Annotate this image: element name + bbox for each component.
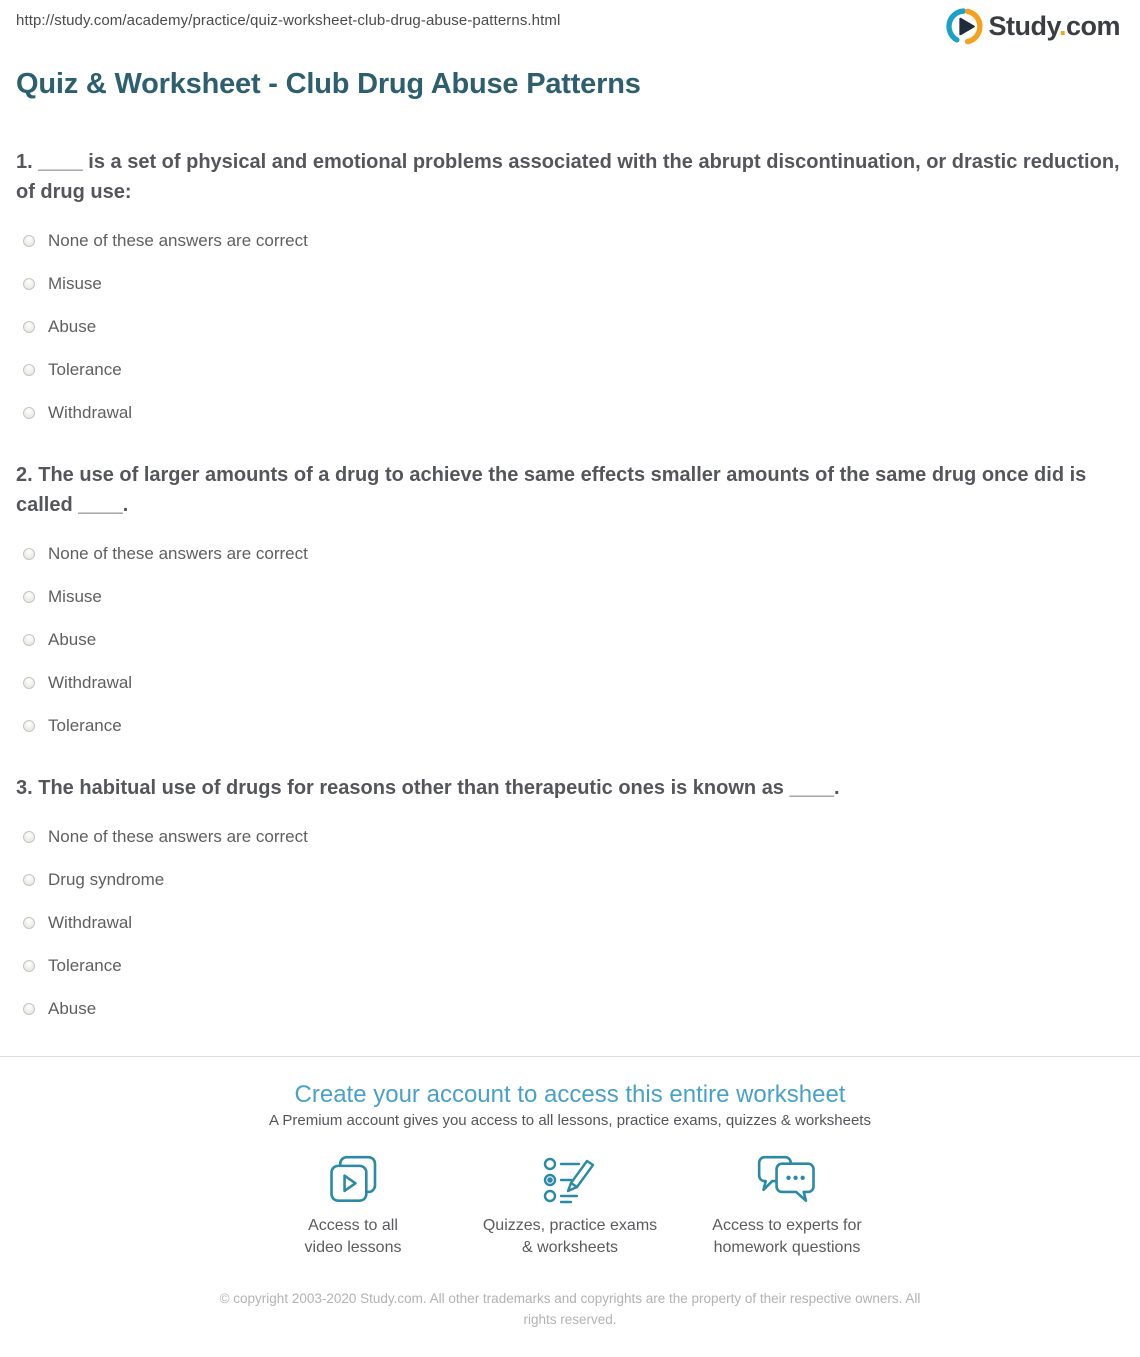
option-label: Withdrawal — [48, 402, 133, 422]
answer-option[interactable] — [16, 987, 1124, 1030]
answer-option[interactable] — [16, 815, 1124, 858]
page-url: http://study.com/academy/practice/quiz-worksheet-club-drug-abuse-patterns.html — [16, 12, 561, 29]
radio-button[interactable] — [23, 591, 35, 603]
answer-option[interactable] — [16, 858, 1124, 901]
question-3-options — [16, 815, 1124, 1030]
option-label: Withdrawal — [48, 912, 133, 932]
question-2-options — [16, 532, 1124, 747]
benefits-row — [0, 1155, 1140, 1260]
create-account-link[interactable]: Create your account to access this entire worksheet — [294, 1081, 846, 1108]
option-label: Abuse — [48, 316, 97, 336]
option-label: None of these answers are correct — [48, 230, 308, 250]
page-title: Quiz & Worksheet - Club Drug Abuse Patterns — [16, 68, 641, 100]
answer-option[interactable] — [16, 262, 1124, 305]
question-2 — [16, 460, 1124, 747]
answer-option[interactable] — [16, 532, 1124, 575]
option-label: Misuse — [48, 586, 102, 606]
radio-button[interactable] — [23, 364, 35, 376]
option-label: None of these answers are correct — [48, 543, 308, 563]
benefit-video-lessons — [245, 1155, 462, 1260]
question-1-text: 1. ____ is a set of physical and emotional problems associated with the abrupt discontinuation, or drastic reduction, of drug use: — [16, 151, 1120, 203]
video-lessons-icon — [325, 1155, 382, 1205]
radio-button[interactable] — [23, 407, 35, 419]
option-label: Tolerance — [48, 955, 122, 975]
studycom-logo[interactable] — [946, 8, 1120, 45]
option-label: Drug syndrome — [48, 869, 165, 889]
benefit-label: Quizzes, practice exams & worksheets — [482, 1217, 658, 1257]
answer-option[interactable] — [16, 704, 1124, 747]
cta-section — [0, 1057, 1140, 1260]
answer-option[interactable] — [16, 305, 1124, 348]
question-3-text: 3. The habitual use of drugs for reasons other than therapeutic ones is known as ____. — [16, 777, 840, 799]
radio-button[interactable] — [23, 548, 35, 560]
quizzes-worksheets-icon — [542, 1155, 598, 1205]
benefit-homework-experts — [679, 1155, 896, 1260]
option-label: Withdrawal — [48, 672, 133, 692]
answer-option[interactable] — [16, 901, 1124, 944]
answer-option[interactable] — [16, 348, 1124, 391]
page-footer — [205, 1288, 935, 1331]
radio-button[interactable] — [23, 874, 35, 886]
answer-option[interactable] — [16, 661, 1124, 704]
radio-button[interactable] — [23, 321, 35, 333]
radio-button[interactable] — [23, 831, 35, 843]
option-label: Misuse — [48, 273, 102, 293]
option-label: Tolerance — [48, 715, 122, 735]
studycom-logo-text: Study.com — [988, 11, 1120, 41]
radio-button[interactable] — [23, 720, 35, 732]
answer-option[interactable] — [16, 618, 1124, 661]
radio-button[interactable] — [23, 917, 35, 929]
benefit-quizzes-worksheets — [462, 1155, 679, 1260]
option-label: Abuse — [48, 629, 97, 649]
quiz-section — [16, 147, 1124, 1030]
benefit-label: Access to all video lessons — [304, 1217, 402, 1257]
answer-option[interactable] — [16, 219, 1124, 262]
radio-button[interactable] — [23, 677, 35, 689]
radio-button[interactable] — [23, 235, 35, 247]
radio-button[interactable] — [23, 1003, 35, 1015]
benefit-label: Access to experts for homework questions — [712, 1217, 862, 1257]
option-label: Tolerance — [48, 359, 122, 379]
answer-option[interactable] — [16, 391, 1124, 434]
radio-button[interactable] — [23, 278, 35, 290]
question-1 — [16, 147, 1124, 434]
homework-experts-icon — [757, 1155, 818, 1205]
question-2-text: 2. The use of larger amounts of a drug to achieve the same effects smaller amounts of the same drug once did is called ____. — [16, 464, 1087, 516]
studycom-logo-icon — [946, 8, 983, 45]
radio-button[interactable] — [23, 634, 35, 646]
copyright: © copyright 2003-2020 Study.com. All other trademarks and copyrights are the property of their respective owners. All rights reserved. — [219, 1290, 921, 1328]
answer-option[interactable] — [16, 944, 1124, 987]
radio-button[interactable] — [23, 960, 35, 972]
option-label: None of these answers are correct — [48, 826, 308, 846]
option-label: Abuse — [48, 998, 97, 1018]
answer-option[interactable] — [16, 575, 1124, 618]
question-1-options — [16, 219, 1124, 434]
top-header — [0, 0, 1140, 41]
cta-subheading: A Premium account gives you access to all lessons, practice exams, quizzes & worksheets — [269, 1112, 871, 1129]
question-3 — [16, 773, 1124, 1030]
